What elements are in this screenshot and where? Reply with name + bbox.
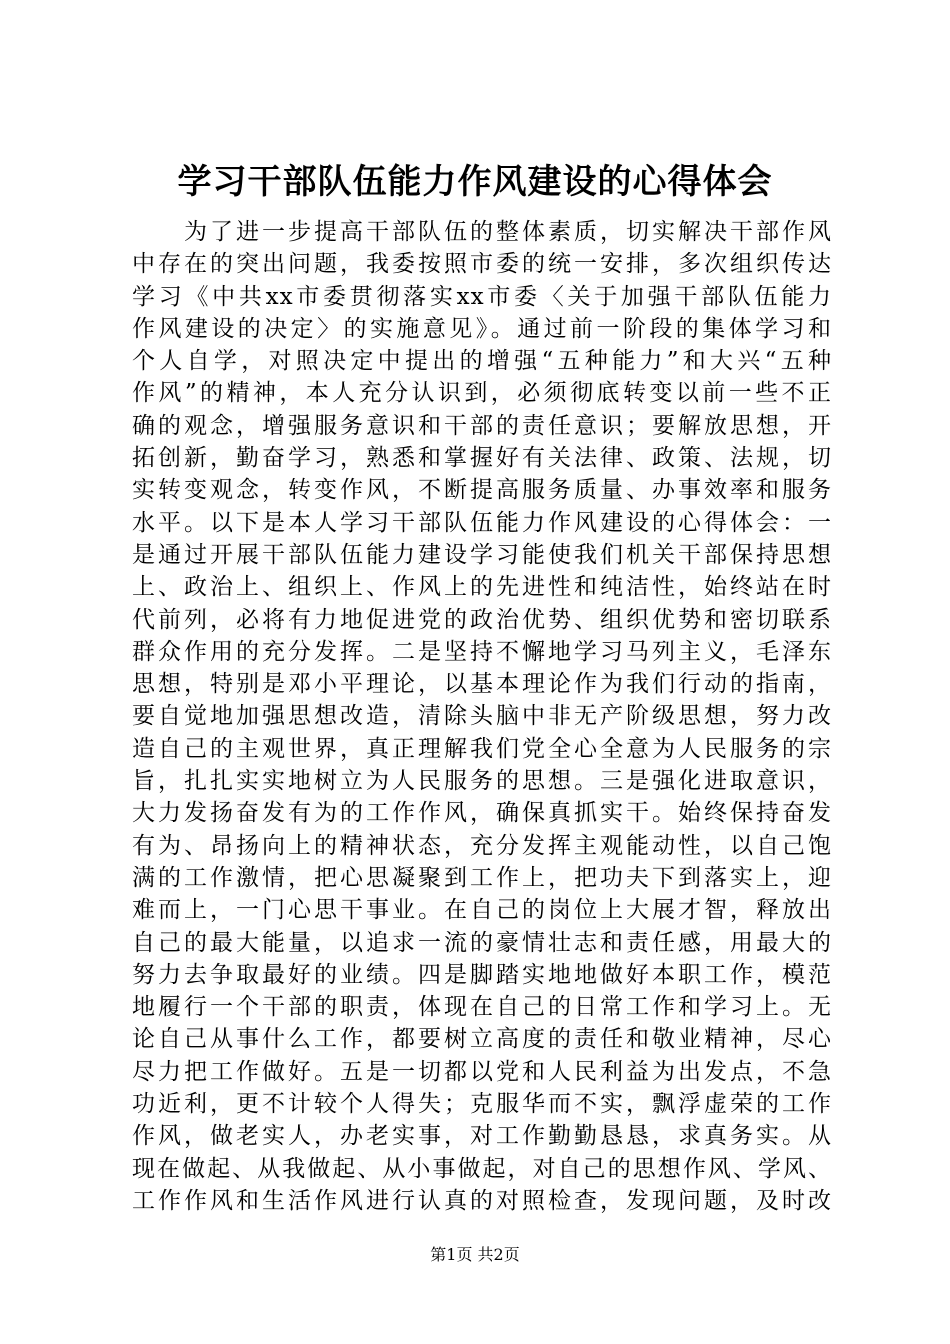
- body-line: 为了进一步提高干部队伍的整体素质，切实解决干部作风: [132, 219, 832, 245]
- body-line: 作风建设的决定〉的实施意见》。通过前一阶段的集体学习和: [132, 315, 832, 342]
- body-line: 思想，特别是邓小平理论，以基本理论作为我们行动的指南，: [132, 671, 832, 698]
- body-line: 尽力把工作做好。五是一切都以党和人民利益为出发点，不急: [132, 1058, 832, 1085]
- body-line: 学习《中共xx市委贯彻落实xx市委〈关于加强干部队伍能力: [132, 283, 832, 310]
- document-title: 学习干部队伍能力作风建设的心得体会: [177, 162, 773, 202]
- body-line: 旨，扎扎实实地树立为人民服务的思想。三是强化进取意识，: [132, 768, 832, 795]
- body-line: 满的工作激情，把心思凝聚到工作上，把功夫下到落实上，迎: [132, 864, 832, 891]
- body-line: 代前列，必将有力地促进党的政治优势、组织优势和密切联系: [132, 606, 832, 633]
- page-number-footer: 第1页 共2页: [430, 1245, 520, 1264]
- body-line: 水平。以下是本人学习干部队伍能力作风建设的心得体会：一: [132, 509, 832, 536]
- body-line: 上、政治上、组织上、作风上的先进性和纯洁性，始终站在时: [132, 574, 832, 601]
- body-line: 工作作风和生活作风进行认真的对照检查，发现问题，及时改: [132, 1187, 832, 1214]
- body-line: 群众作用的充分发挥。二是坚持不懈地学习马列主义，毛泽东: [132, 638, 832, 665]
- body-line: 中存在的突出问题，我委按照市委的统一安排，多次组织传达: [132, 251, 832, 278]
- body-line: 作风，做老实人，办老实事，对工作勤勤恳恳，求真务实。从: [132, 1123, 832, 1150]
- body-line: 确的观念，增强服务意识和干部的责任意识；要解放思想，开: [132, 412, 832, 439]
- body-line: 拓创新，勤奋学习，熟悉和掌握好有关法律、政策、法规，切: [132, 445, 832, 472]
- body-line: 个人自学，对照决定中提出的增强“五种能力”和大兴“五种: [132, 348, 832, 375]
- body-line: 有为、昂扬向上的精神状态，充分发挥主观能动性，以自己饱: [132, 832, 832, 859]
- body-line: 要自觉地加强思想改造，清除头脑中非无产阶级思想，努力改: [132, 703, 832, 730]
- body-line: 地履行一个干部的职责，体现在自己的日常工作和学习上。无: [132, 994, 832, 1021]
- body-line: 功近利，更不计较个人得失；克服华而不实，飘浮虚荣的工作: [132, 1091, 832, 1118]
- body-line: 难而上，一门心思干事业。在自己的岗位上大展才智，释放出: [132, 897, 832, 924]
- body-line: 现在做起、从我做起、从小事做起，对自己的思想作风、学风、: [132, 1155, 832, 1182]
- body-line: 作风”的精神，本人充分认识到，必须彻底转变以前一些不正: [132, 380, 832, 407]
- body-line: 是通过开展干部队伍能力建设学习能使我们机关干部保持思想: [132, 541, 832, 568]
- body-line: 造自己的主观世界，真正理解我们党全心全意为人民服务的宗: [132, 735, 832, 762]
- body-line: 论自己从事什么工作，都要树立高度的责任和敬业精神，尽心: [132, 1026, 832, 1053]
- body-line: 大力发扬奋发有为的工作作风，确保真抓实干。始终保持奋发: [132, 800, 832, 827]
- body-line: 努力去争取最好的业绩。四是脚踏实地地做好本职工作，模范: [132, 961, 832, 988]
- body-line: 实转变观念，转变作风，不断提高服务质量、办事效率和服务: [132, 477, 832, 504]
- body-line: 自己的最大能量，以追求一流的豪情壮志和责任感，用最大的: [132, 929, 832, 956]
- document-body: [132, 216, 832, 1217]
